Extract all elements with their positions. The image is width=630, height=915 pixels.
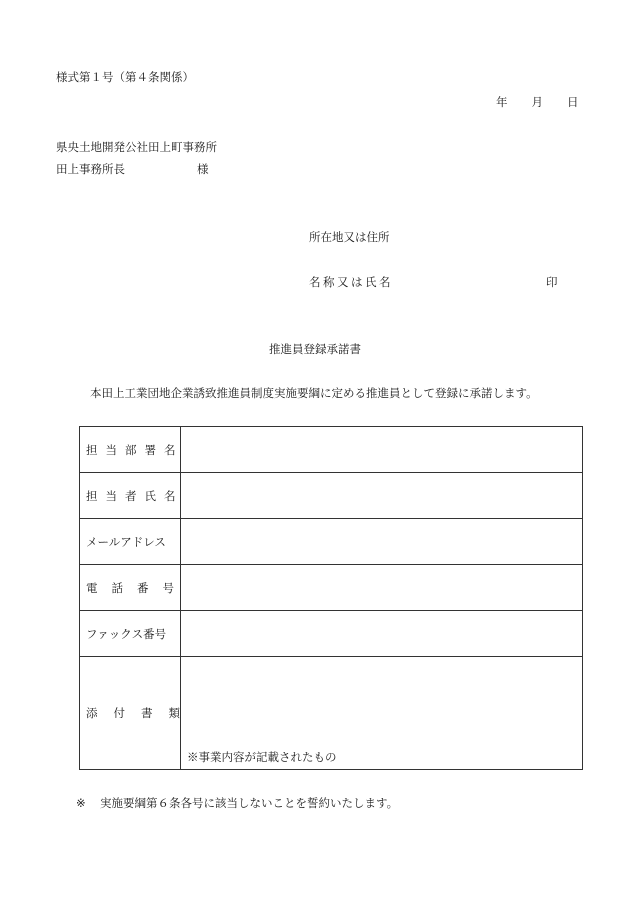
- addressee-title-text: 田上事務所長: [56, 162, 125, 176]
- pledge-text: 実施要綱第６条各号に該当しないことを誓約いたします。: [100, 796, 399, 810]
- attachment-note: ※事業内容が記載されたもの: [187, 750, 337, 764]
- date-year: 年: [496, 95, 508, 109]
- label-fax: ファックス番号: [80, 611, 181, 657]
- seal-mark: 印: [546, 275, 558, 289]
- registration-table: [79, 426, 583, 770]
- form-number: 様式第１号（第４条関係）: [56, 70, 194, 84]
- value-department[interactable]: [181, 427, 583, 473]
- table-row-contact-person: [80, 473, 583, 519]
- document-title: 推進員登録承諾書: [269, 342, 361, 356]
- address-label: 所在地又は住所: [309, 230, 390, 244]
- date-month: 月: [531, 95, 543, 109]
- label-phone: 電話番号: [80, 565, 181, 611]
- addressee-honorific: 様: [197, 162, 209, 176]
- label-email: メールアドレス: [80, 519, 181, 565]
- table-row-attachments: [80, 657, 583, 770]
- addressee-title: [56, 161, 209, 177]
- table-row-department: [80, 427, 583, 473]
- value-contact-person[interactable]: [181, 473, 583, 519]
- pledge: [76, 795, 398, 811]
- label-department: 担当部署名: [80, 427, 181, 473]
- addressee-organization: 県央土地開発公社田上町事務所: [56, 140, 217, 154]
- label-attachments: 添付書類: [80, 657, 181, 770]
- table-row-email: [80, 519, 583, 565]
- label-contact-person: 担当者氏名: [80, 473, 181, 519]
- name-label: 名称又は氏名: [309, 275, 393, 289]
- value-fax[interactable]: [181, 611, 583, 657]
- body-text: 本田上工業団地企業誘致推進員制度実施要綱に定める推進員として登録に承諾します。: [90, 386, 538, 400]
- table-row-fax: [80, 611, 583, 657]
- value-phone[interactable]: [181, 565, 583, 611]
- value-email[interactable]: [181, 519, 583, 565]
- value-attachments[interactable]: [181, 657, 583, 770]
- pledge-mark: ※: [76, 796, 86, 810]
- date-line: [496, 94, 579, 110]
- table-row-phone: [80, 565, 583, 611]
- date-day: 日: [567, 95, 579, 109]
